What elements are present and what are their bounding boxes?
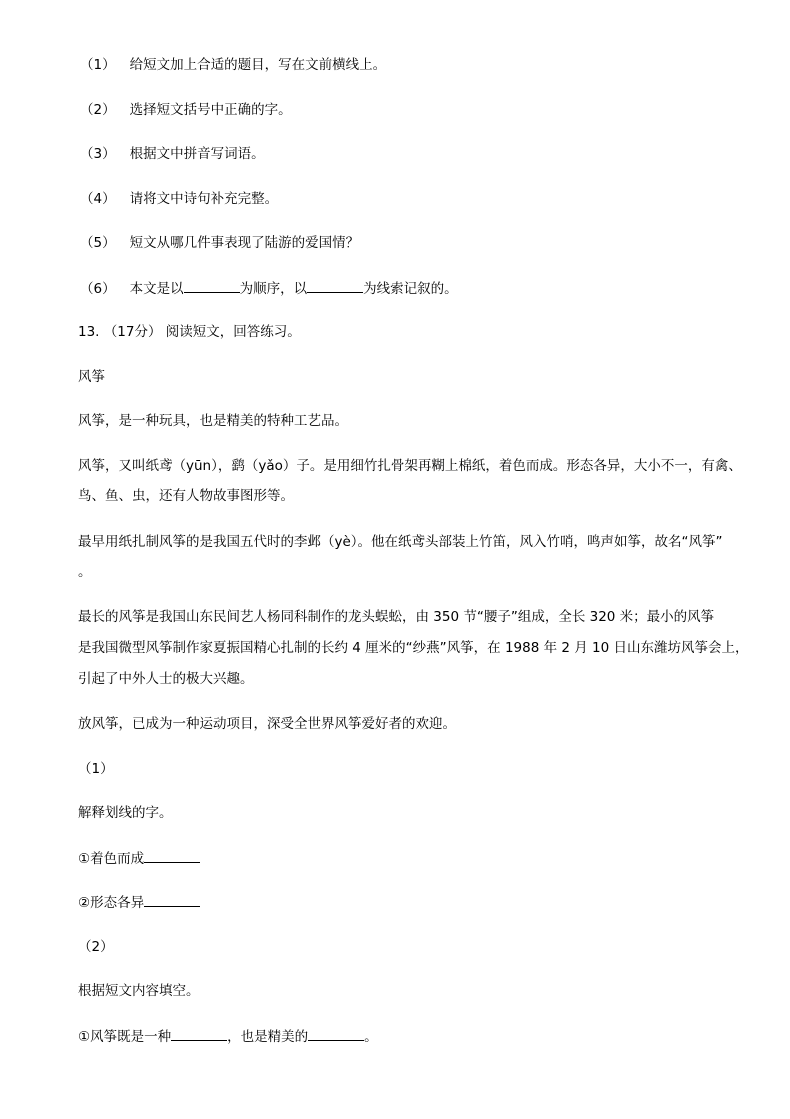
sub-question-1-instruction: 解释划线的字。 (78, 805, 173, 821)
passage-paragraph-1: 风筝，是一种玩具，也是精美的特种工艺品。 (78, 413, 348, 429)
question-4: （4） 请将文中诗句补充完整。 (80, 191, 279, 207)
answer-blank[interactable] (184, 278, 240, 293)
sub-question-1-item-1: ①着色而成 (78, 848, 200, 869)
passage-paragraph-2-line-1: 风筝，又叫纸鸢（yūn），鹞（yǎo）子。是用细竹扎骨架再糊上棉纸，着色而成。形态各异，大小不一，有禽、 (78, 458, 742, 474)
answer-blank[interactable] (144, 848, 200, 863)
passage-paragraph-4-line-1: 最长的风筝是我国山东民间艺人杨同科制作的龙头蜈蚣，由 350 节“腰子”组成，全长 320 米；最小的风筝 (78, 609, 715, 625)
passage-paragraph-3-line-2: 。 (78, 564, 92, 580)
passage-paragraph-3-line-1: 最早用纸扎制风筝的是我国五代时的李邺（yè）。他在纸鸢头部装上竹笛，风入竹哨，鸣声如筝，故名“风筝” (78, 534, 723, 550)
sub-question-1-item-2: ②形态各异 (78, 892, 200, 913)
passage-paragraph-4-line-2: 是我国微型风筝制作家夏振国精心扎制的长约 4 厘米的“纱燕”风筝，在 1988 年 2 月 10 日山东潍坊风筝会上， (78, 640, 749, 656)
question-13-header: 13. （17分） 阅读短文，回答练习。 (78, 324, 301, 340)
sub-question-2-item-1: ①风筝既是一种 ，也是精美的 。 (78, 1026, 378, 1047)
question-2: （2） 选择短文括号中正确的字。 (80, 102, 292, 118)
answer-blank[interactable] (171, 1026, 227, 1041)
question-1: （1） 给短文加上合适的题目，写在文前横线上。 (80, 57, 387, 73)
answer-blank[interactable] (307, 278, 363, 293)
sub-question-2-label: （2） (78, 939, 114, 955)
passage-title: 风筝 (78, 369, 105, 385)
sub-question-1-label: （1） (78, 761, 114, 777)
passage-paragraph-5: 放风筝，已成为一种运动项目，深受全世界风筝爱好者的欢迎。 (78, 716, 456, 732)
question-6: （6） 本文是以 为顺序，以 为线索记叙的。 (80, 278, 458, 299)
answer-blank[interactable] (308, 1026, 364, 1041)
answer-blank[interactable] (144, 892, 200, 907)
passage-paragraph-2-line-2: 鸟、鱼、虫，还有人物故事图形等。 (78, 488, 294, 504)
question-3: （3） 根据文中拼音写词语。 (80, 146, 265, 162)
passage-paragraph-4-line-3: 引起了中外人士的极大兴趣。 (78, 671, 254, 687)
question-5: （5） 短文从哪几件事表现了陆游的爱国情？ (80, 235, 360, 251)
sub-question-2-instruction: 根据短文内容填空。 (78, 983, 200, 999)
